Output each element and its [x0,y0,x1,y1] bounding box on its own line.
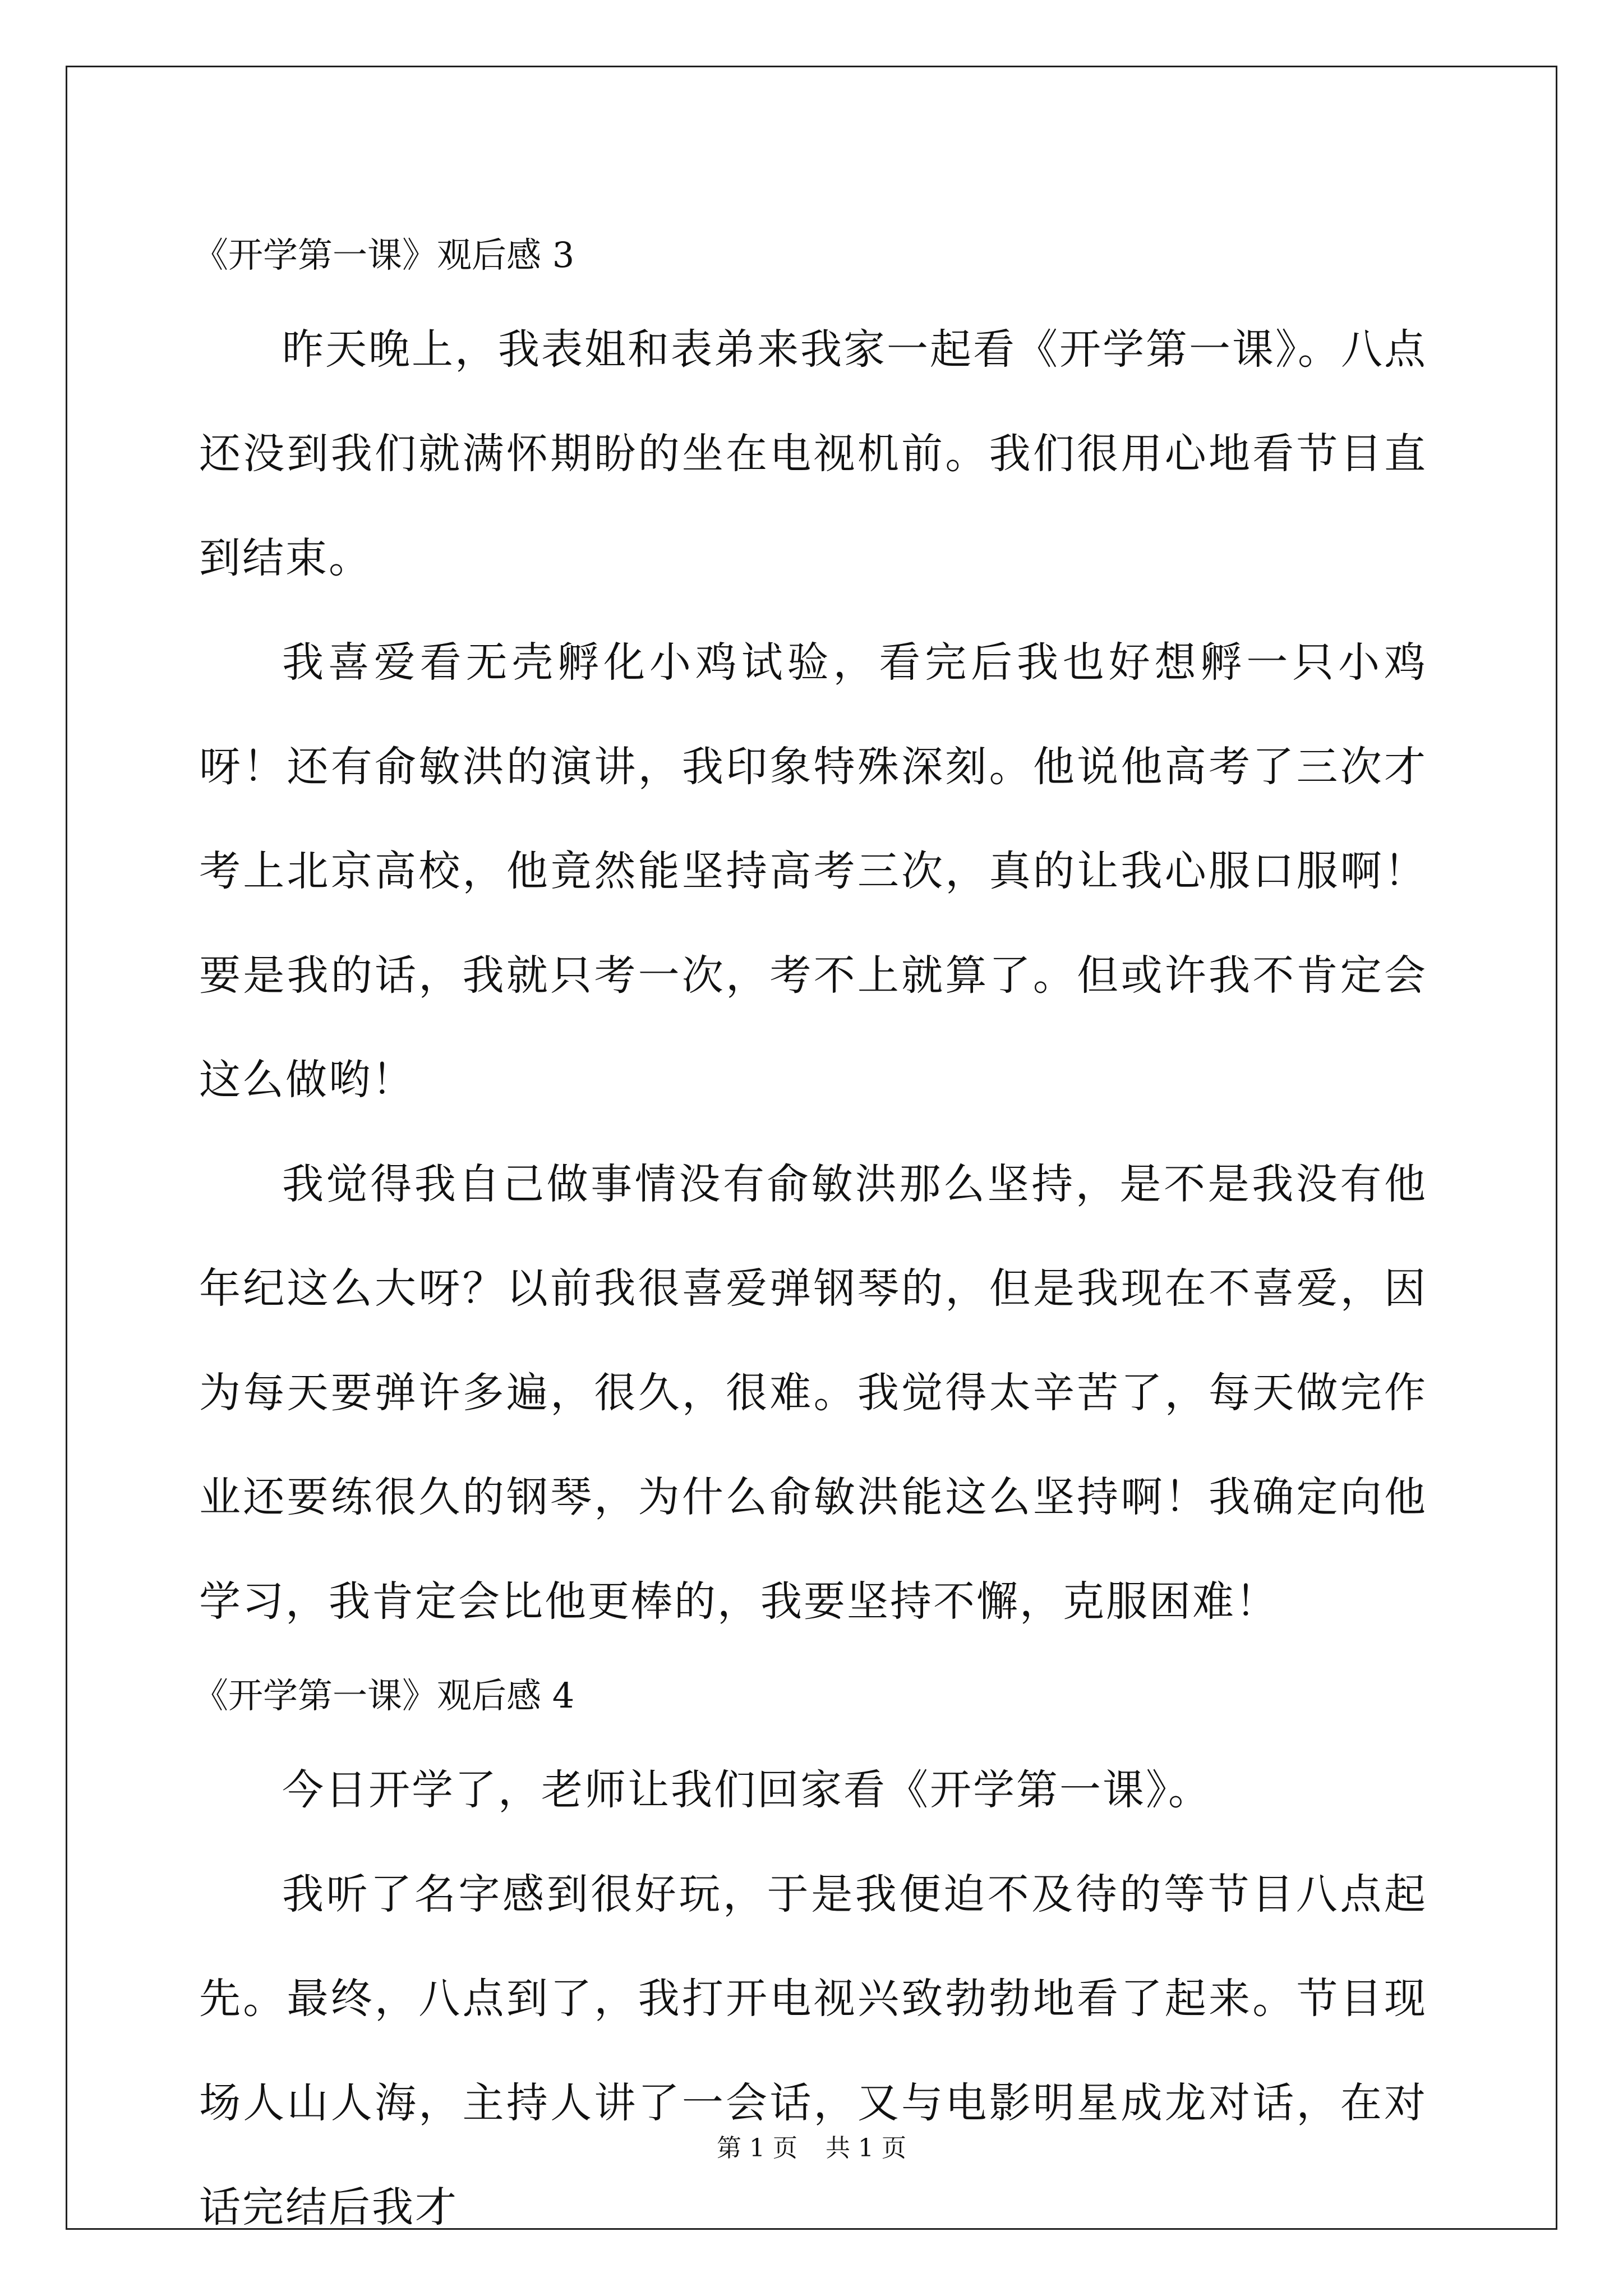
page-total: 共 1 页 [826,2134,906,2162]
document-body [193,213,1427,2260]
paragraph: 我喜爱看无壳孵化小鸡试验，看完后我也好想孵一只小鸡呀！还有俞敏洪的演讲，我印象特殊深刻。他说他高考了三次才考上北京高校，他竟然能坚持高考三次，真的让我心服口服啊！要是我的话，我就只考一次，考不上就算了。但或许我不肯定会这么做哟！ [199,638,1427,1104]
section-title: 《开学第一课》观后感 3 [193,234,575,275]
paragraph: 昨天晚上，我表姐和表弟来我家一起看《开学第一课》。八点还没到我们就满怀期盼的坐在电视机前。我们很用心地看节目直到结束。 [199,325,1427,582]
paragraph: 我听了名字感到很好玩，于是我便迫不及待的等节目八点起先。最终，八点到了，我打开电视兴致勃勃地看了起来。节目现场人山人海，主持人讲了一会话，又与电影明星成龙对话，在对话完结后我才 [199,1870,1427,2231]
paragraph: 今日开学了，老师让我们回家看《开学第一课》。 [282,1766,1211,1814]
paragraph: 我觉得我自己做事情没有俞敏洪那么坚持，是不是我没有他年纪这么大呀？以前我很喜爱弹钢琴的，但是我现在不喜爱，因为每天要弹许多遍，很久，很难。我觉得太辛苦了，每天做完作业还要练很久的钢琴，为什么俞敏洪能这么坚持啊！我确定向他学习，我肯定会比他更棒的，我要坚持不懈，克服困难！ [199,1160,1427,1626]
page-footer [0,2132,1623,2165]
page-number: 第 1 页 [717,2134,797,2162]
section-title: 《开学第一课》观后感 4 [193,1675,575,1716]
